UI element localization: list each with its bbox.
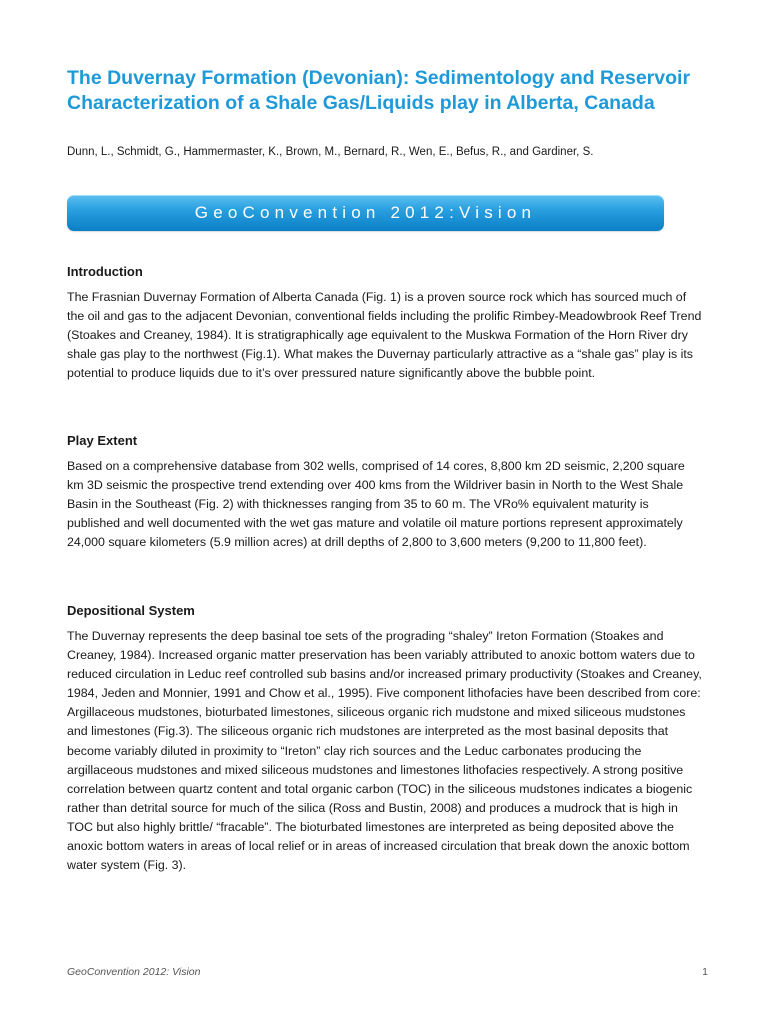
- section-depositional-system: [67, 603, 703, 875]
- section-heading-introduction: Introduction: [67, 264, 143, 279]
- conference-banner-text: GeoConvention 2012:Vision: [194, 203, 537, 222]
- section-play-extent: [67, 433, 703, 552]
- section-heading-depositional-system: Depositional System: [67, 603, 195, 618]
- footer-page-number: 1: [702, 966, 708, 978]
- section-body-depositional-system: The Duvernay represents the deep basinal toe sets of the prograding “shaley” Ireton Formation (Stoakes and Creaney, 1984). Increased organic matter preservation has been variably attributed to anoxic bottom waters due to reduced circulation in Leduc reef controlled sub basins and/or increased primary productivity (Stoakes and Creaney, 1984, Jeden and Monnier, 1991 and Chow et al., 1995). Five component lithofacies have been described from core: Argillaceous mudstones, bioturbated limestones, siliceous organic rich mudstone and mixed siliceous mudstones and limestones (Fig.3). The siliceous organic rich mudstones are interpreted as the most basinal deposits that become variably diluted in proximity to “Ireton” clay rich sources and the Leduc carbonates producing the argillaceous mudstones and mixed siliceous mudstones and limestones lithofacies respectively. A strong positive correlation between quartz content and total organic carbon (TOC) in the siliceous mudstones indicates a biogenic rather than detrital source for much of the silica (Ross and Bustin, 2008) and produces a mudrock that is high in TOC but also highly brittle/ “fracable”. The bioturbated limestones are interpreted as being deposited above the anoxic bottom waters in areas of local relief or in areas of increased circulation that break down the anoxic bottom water system (Fig. 3).: [67, 629, 702, 873]
- section-heading-play-extent: Play Extent: [67, 433, 138, 448]
- section-body-introduction: The Frasnian Duvernay Formation of Alberta Canada (Fig. 1) is a proven source rock which has sourced much of the oil and gas to the adjacent Devonian, conventional fields including the prolific Rimbey-Meadowbrook Reef Trend (Stoakes and Creaney, 1984). It is stratigraphically age equivalent to the Muskwa Formation of the Horn River dry shale gas play to the northwest (Fig.1). What makes the Duvernay particularly attractive as a “shale gas” play is its potential to produce liquids due to it’s over pressured nature significantly above the bubble point.: [67, 290, 702, 381]
- footer-conference-name: GeoConvention 2012: Vision: [67, 966, 201, 978]
- conference-banner: [67, 195, 664, 231]
- section-body-play-extent: Based on a comprehensive database from 302 wells, comprised of 14 cores, 8,800 km 2D seismic, 2,200 square km 3D seismic the prospective trend extending over 400 kms from the Wildriver basin in North to the West Shale Basin in the Southeast (Fig. 2) with thicknesses ranging from 35 to 60 m. The VRo% equivalent maturity is published and well documented with the wet gas mature and volatile oil mature portions represent approximately 24,000 square kilometers (5.9 million acres) at drill depths of 2,800 to 3,600 meters (9,200 to 11,800 feet).: [67, 459, 685, 550]
- paper-title: The Duvernay Formation (Devonian): Sedimentology and Reservoir Characterization of a Shale Gas/Liquids play in Alberta, Canada: [67, 67, 691, 114]
- section-introduction: [67, 264, 703, 383]
- author-list: Dunn, L., Schmidt, G., Hammermaster, K., Brown, M., Bernard, R., Wen, E., Befus, R., and Gardiner, S.: [67, 146, 594, 158]
